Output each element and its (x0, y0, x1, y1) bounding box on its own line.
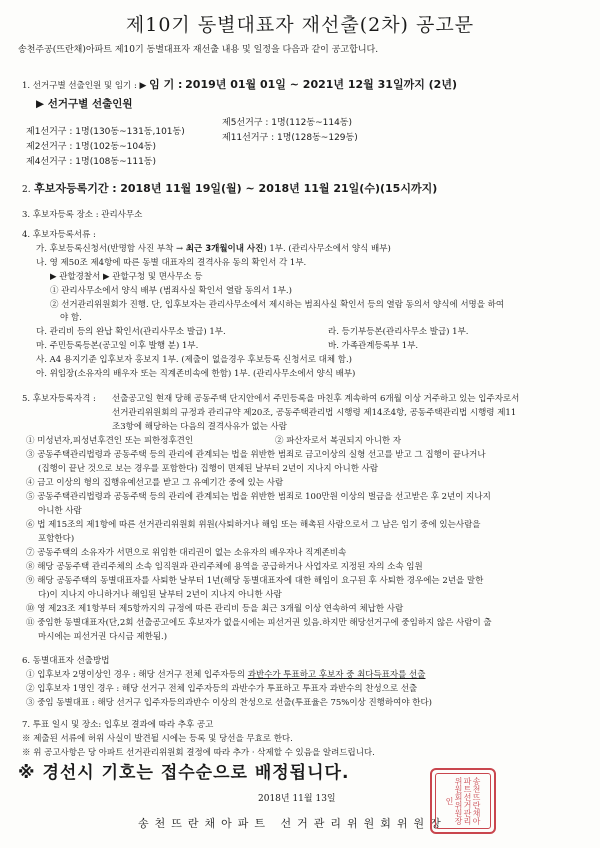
intro-text: 송천주공(뜨란채)아파트 제10기 동별대표자 재선출 내용 및 일정을 다음과 같이 공고합니다. (18, 45, 379, 55)
qual-6a: ⑥ 법 제15조의 제1항에 따른 선거관리위원회 위원(사퇴하거나 해임 또는 해촉된 사람으로서 그 남은 임기 중에 있는사람을 (26, 520, 481, 530)
qual-11a: ⑪ 중임한 동별대표자(단,2회 선출공고에도 후보자가 없을시에는 피선거권 있음.하지만 해당선거구에 중임하지 않은 사람이 출 (26, 618, 492, 628)
method-1-pre: ① 입후보자 2명이상인 경우 : 해당 선거구 전체 입주자등의 (26, 670, 248, 680)
qual-5b: 아니한 사람 (38, 506, 82, 516)
district-heading: ▶ 선거구별 선출인원 (36, 98, 133, 110)
section-3-place: 3. 후보자등록 장소 : 관리사무소 (22, 210, 143, 220)
section-5-text1: 선출공고일 현재 당해 공동주택 단지안에서 주민등록을 마친후 계속하여 6개월 이상 거주하고 있는 입주자로서 (112, 394, 520, 404)
doc-na: 나. 영 제50조 제4항에 따른 동별 대표자의 결격사유 동의 확인서 각 1부. (36, 258, 307, 268)
district-name: 제2선거구 : (26, 142, 73, 152)
ballot-order-note: ※ 경선시 기호는 접수순으로 배정됩니다. (18, 763, 350, 783)
district-11 (222, 130, 358, 143)
seal-inner (435, 773, 491, 829)
term-value: 2019년 01월 01일 ~ 2021년 12월 31일까지 (2년) (185, 78, 457, 91)
notice-date: 2018년 11월 13일 (258, 794, 336, 804)
doc-ga (36, 242, 391, 254)
qual-3b: (집행이 끝난 것으로 보는 경우를 포함한다) 집행이 면제된 날부터 2년이 지나지 아니한 사람 (38, 464, 379, 474)
section-5-text3: 조3항에 해당하는 다음의 결격사유가 없는 사람 (112, 422, 287, 432)
district-value: 1명(112동~114동) (271, 118, 353, 128)
section-2-value: 2018년 11월 19일(월) ~ 2018년 11월 21일(수)(15시까지) (120, 182, 438, 195)
section-2-num: 2. (22, 185, 31, 195)
district-value: 1명(128동~129동) (277, 133, 358, 143)
section-2-label: 후보자등록기간 : (34, 182, 117, 195)
doc-c1: ① 관리사무소에서 양식 배부 (범죄사실 확인서 열람 동의서 1부.) (50, 286, 292, 296)
district-5 (222, 115, 352, 128)
doc-sa: 사. A4 용지기준 입후보자 홍보지 1부. (제출이 없을경우 후보등록 신청서로 대체 함.) (36, 355, 352, 365)
section-7-label: 7. 투표 일시 및 장소: 입후보 결과에 따라 추후 공고 (22, 720, 214, 730)
qual-9b: 다)이 지나지 아니하거나 해임된 날부터 2년이 지나지 아니한 사람 (38, 590, 282, 600)
doc-a: 아. 위임장(소유자의 배우자 또는 직계존비속에 한함) 1부. (관리사무소에서 양식 배부) (36, 369, 356, 379)
seal-text: 송천뜨란채아파트선거관리위원회위원장인 (445, 777, 481, 825)
section-4-label: 4. 후보자등록서류 : (22, 230, 96, 240)
doc-c2a: ② 선거관리위원회가 진행. 단, 입후보자는 관리사무소에서 제시하는 범죄사실 확인서 등의 열람 동의서 양식에 서명을 하여 (50, 300, 505, 310)
district-value: 1명(130동~131동,101동) (75, 127, 185, 137)
note-1: ※ 제출된 서류에 허위 사실이 발견될 시에는 등록 및 당선을 무효로 한다. (22, 734, 293, 744)
section-5-text2: 선거관리위원회의 규정과 관리규약 제20조, 공동주택관리법 시행령 제14조4항, 공동주택관리법 시행령 제11 (112, 408, 517, 418)
qual-10: ⑩ 영 제23조 제1항부터 제5항까지의 규정에 따른 관리비 등을 최근 3개월 이상 연속하여 체납한 사람 (26, 604, 404, 614)
qual-8: ⑧ 해당 공동주택 관리주체의 소속 임직원과 관리주체에 용역을 공급하거나 사업자로 지정된 자의 소속 임원 (26, 562, 423, 572)
doc-ra: 라. 등기부등본(관리사무소 발급) 1부. (328, 327, 469, 337)
qual-1: ① 미성년자,피성년후견인 또는 피한정후견인 (26, 436, 194, 446)
district-name: 제11선거구 : (222, 133, 275, 143)
method-1 (26, 668, 425, 680)
method-2: ② 입후보자 1명인 경우 : 해당 선거구 전체 입주자등의 과반수가 투표하고 투표자 과반수의 찬성으로 선출 (26, 684, 418, 694)
district-2 (26, 139, 156, 152)
method-3: ③ 중임 동별대표 : 해당 선거구 입주자등의과반수 이상의 찬성으로 선출(투표율은 75%이상 진행하여야 한다) (26, 698, 432, 708)
section-5-label: 5. 후보자등록자격 : (22, 394, 96, 404)
qual-6b: 포함한다) (38, 534, 75, 544)
qual-11b: 마시에는 피선거권 다시금 제한됨.) (38, 632, 168, 642)
page-title: 제10기 동별대표자 재선출(2차) 공고문 (125, 14, 475, 36)
doc-na-sub: ▶ 관할경찰서 ▶ 관할구청 및 면사무소 등 (50, 272, 203, 282)
qual-4: ④ 금고 이상의 형의 집행유예선고를 받고 그 유예기간 중에 있는 사람 (26, 478, 284, 488)
doc-c2b: 야 함. (60, 313, 82, 323)
method-1-underlined: 과반수가 투표하고 후보자 중 최다득표자를 선출 (247, 670, 426, 680)
official-seal-icon (430, 768, 496, 834)
district-name: 제4선거구 : (26, 157, 73, 167)
district-name: 제1선거구 : (26, 127, 73, 137)
doc-ba: 바. 가족관계등록부 1부. (328, 341, 419, 351)
arrow-icon: ▶ (139, 81, 147, 91)
qual-5a: ⑤ 공동주택관리법령과 공동주택 등의 관리에 관계되는 법을 위반한 범죄로 100만원 이상의 벌금을 선고받은 후 2년이 지나지 (26, 492, 491, 502)
signature: 송천뜨란채아파트 선거관리위원회위원장 (138, 817, 447, 830)
section-1-label: 1. 선거구별 선출인원 및 임기 : (22, 81, 137, 91)
doc-ga-post: ) 1부. (관리사무소에서 양식 배부) (263, 244, 391, 254)
term-label: 임 기 : (149, 78, 183, 91)
section-2-period (22, 180, 437, 196)
qual-3a: ③ 공동주택관리법령과 공동주택 등의 관리에 관계되는 법을 위반한 범죄로 금고이상의 실형 선고를 받고 그 집행이 끝나거나 (26, 450, 486, 460)
district-value: 1명(102동~104동) (75, 142, 157, 152)
section-6-label: 6. 동별대표자 선출방법 (22, 656, 110, 666)
doc-ma: 마. 주민등록등본(공고일 이후 발행 분) 1부. (36, 341, 199, 351)
qual-2: ② 파산자로서 복권되지 아니한 자 (275, 436, 402, 446)
doc-ga-bold: 최근 3개월이내 사진 (185, 244, 264, 254)
qual-9a: ⑨ 해당 공동주택의 동별대표자를 사퇴한 날부터 1년(해당 동별대표자에 대한 해임이 요구된 후 사퇴한 경우에는 2년을 말한 (26, 576, 484, 586)
doc-ga-pre: 가. 후보등록신청서(반명함 사진 부착 → (36, 244, 184, 254)
district-value: 1명(108동~111동) (75, 157, 157, 167)
section-1-term (22, 76, 592, 92)
doc-da: 다. 관리비 등의 완납 확인서(관리사무소 발급) 1부. (36, 327, 226, 337)
district-1 (26, 124, 185, 137)
district-4 (26, 154, 156, 167)
note-2: ※ 위 공고사항은 당 아파트 선거관리위원회 결정에 따라 추가 · 삭제할 수 있음을 알려드립니다. (22, 748, 375, 758)
qual-7: ⑦ 공동주택의 소유자가 서면으로 위임한 대리권이 없는 소유자의 배우자나 직계존비속 (26, 548, 347, 558)
district-name: 제5선거구 : (222, 118, 269, 128)
